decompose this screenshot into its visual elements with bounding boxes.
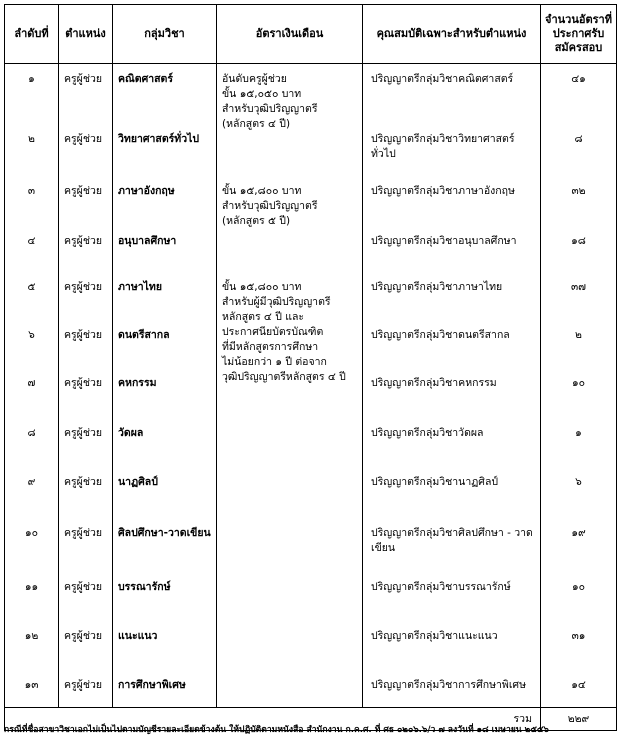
row-number: ๙	[5, 453, 59, 504]
row-qualification: ปริญญาตรีกลุ่มวิชาศิลปศึกษา - วาดเขียน	[363, 504, 541, 558]
salary-cell	[217, 404, 363, 708]
table-row	[5, 162, 617, 212]
row-position: ครูผู้ช่วย	[59, 212, 113, 258]
row-subject: แนะแนว	[113, 607, 217, 656]
table-body	[5, 64, 617, 708]
salary-text: อันดับครูผู้ช่วย ขั้น ๑๕,๐๕๐ บาท สำหรับวุฒิปริญญาตรี (หลักสูตร ๔ ปี)	[222, 73, 318, 130]
row-subject: วัดผล	[113, 404, 217, 453]
row-subject: คณิตศาสตร์	[113, 64, 217, 110]
row-position: ครูผู้ช่วย	[59, 162, 113, 212]
salary-text: ขั้น ๑๕,๘๐๐ บาท สำหรับวุฒิปริญญาตรี (หลักสูตร ๕ ปี)	[222, 184, 318, 227]
row-qualification: ปริญญาตรีกลุ่มวิชาคหกรรม	[363, 354, 541, 404]
header-no: ลำดับที่	[5, 5, 59, 64]
header-count: จำนวนอัตราที่ประกาศรับสมัครสอบ	[541, 5, 617, 64]
row-subject: ศิลปศึกษา-วาดเขียน	[113, 504, 217, 558]
row-qualification: ปริญญาตรีกลุ่มวิชาวัดผล	[363, 404, 541, 453]
row-subject: การศึกษาพิเศษ	[113, 656, 217, 708]
row-qualification: ปริญญาตรีกลุ่มวิชาวิทยาศาสตร์ทั่วไป	[363, 110, 541, 162]
row-count: ๑	[541, 404, 617, 453]
row-position: ครูผู้ช่วย	[59, 110, 113, 162]
row-number: ๑๓	[5, 656, 59, 708]
row-subject: ภาษาอังกฤษ	[113, 162, 217, 212]
row-number: ๑๑	[5, 558, 59, 607]
row-qualification: ปริญญาตรีกลุ่มวิชาภาษาไทย	[363, 258, 541, 306]
header-salary: อัตราเงินเดือน	[217, 5, 363, 64]
row-subject: ดนตรีสากล	[113, 306, 217, 354]
table-row	[5, 64, 617, 110]
row-position: ครูผู้ช่วย	[59, 306, 113, 354]
row-position: ครูผู้ช่วย	[59, 607, 113, 656]
row-position: ครูผู้ช่วย	[59, 558, 113, 607]
row-count: ๔๑	[541, 64, 617, 110]
row-subject: บรรณารักษ์	[113, 558, 217, 607]
positions-table	[4, 4, 617, 731]
row-position: ครูผู้ช่วย	[59, 404, 113, 453]
row-subject: อนุบาลศึกษา	[113, 212, 217, 258]
table-row	[5, 258, 617, 306]
row-qualification: ปริญญาตรีกลุ่มวิชาอนุบาลศึกษา	[363, 212, 541, 258]
total-value: ๒๒๙	[541, 708, 617, 731]
row-number: ๓	[5, 162, 59, 212]
row-count: ๘	[541, 110, 617, 162]
row-subject: วิทยาศาสตร์ทั่วไป	[113, 110, 217, 162]
salary-cell	[217, 258, 363, 404]
row-subject: คหกรรม	[113, 354, 217, 404]
row-position: ครูผู้ช่วย	[59, 258, 113, 306]
row-number: ๔	[5, 212, 59, 258]
row-number: ๗	[5, 354, 59, 404]
row-count: ๓๑	[541, 607, 617, 656]
salary-cell	[217, 64, 363, 162]
row-count: ๑๙	[541, 504, 617, 558]
salary-text: ขั้น ๑๕,๘๐๐ บาท สำหรับผู้มีวุฒิปริญญาตรี หลักสูตร ๔ ปี และ ประกาศนียบัตรบัณฑิต ที่มีหลักสูตรการศึกษา ไม่น้อยกว่า ๑ ปี ต่อจาก วุฒิปริญญาตรีหลักสูตร ๔ ปี	[222, 280, 346, 383]
row-number: ๕	[5, 258, 59, 306]
row-number: ๑	[5, 64, 59, 110]
row-number: ๒	[5, 110, 59, 162]
row-count: ๑๘	[541, 212, 617, 258]
row-position: ครูผู้ช่วย	[59, 504, 113, 558]
row-position: ครูผู้ช่วย	[59, 64, 113, 110]
header-subject: กลุ่มวิชา	[113, 5, 217, 64]
row-count: ๑๔	[541, 656, 617, 708]
row-number: ๑๒	[5, 607, 59, 656]
row-qualification: ปริญญาตรีกลุ่มวิชาการศึกษาพิเศษ	[363, 656, 541, 708]
row-number: ๖	[5, 306, 59, 354]
total-label: รวม	[5, 708, 541, 731]
table-row	[5, 404, 617, 453]
row-position: ครูผู้ช่วย	[59, 354, 113, 404]
header-position: ตำแหน่ง	[59, 5, 113, 64]
row-position: ครูผู้ช่วย	[59, 453, 113, 504]
row-subject: นาฏศิลป์	[113, 453, 217, 504]
row-count: ๓๗	[541, 258, 617, 306]
salary-cell	[217, 162, 363, 258]
table-header-row	[5, 5, 617, 64]
row-qualification: ปริญญาตรีกลุ่มวิชาภาษาอังกฤษ	[363, 162, 541, 212]
row-count: ๑๐	[541, 354, 617, 404]
row-position: ครูผู้ช่วย	[59, 656, 113, 708]
row-qualification: ปริญญาตรีกลุ่มวิชาดนตรีสากล	[363, 306, 541, 354]
row-count: ๒	[541, 306, 617, 354]
row-count: ๑๐	[541, 558, 617, 607]
row-qualification: ปริญญาตรีกลุ่มวิชาแนะแนว	[363, 607, 541, 656]
row-qualification: ปริญญาตรีกลุ่มวิชานาฏศิลป์	[363, 453, 541, 504]
row-count: ๖	[541, 453, 617, 504]
header-qualification: คุณสมบัติเฉพาะสำหรับตำแหน่ง	[363, 5, 541, 64]
footnote: กรณีที่ชื่อสาขาวิชาเอกไม่เป็นไปตามบัญชีรายละเอียดข้างต้น ให้ปฏิบัติตามหนังสือ สำนักงาน ก.ค.ศ. ที่ ศธ ๐๒๐๖.๖/ว ๗ ลงวันที่ ๑๘ เมษายน ๒๕๕๖	[4, 725, 549, 735]
row-number: ๘	[5, 404, 59, 453]
row-qualification: ปริญญาตรีกลุ่มวิชาบรรณารักษ์	[363, 558, 541, 607]
row-number: ๑๐	[5, 504, 59, 558]
row-qualification: ปริญญาตรีกลุ่มวิชาคณิตศาสตร์	[363, 64, 541, 110]
row-subject: ภาษาไทย	[113, 258, 217, 306]
row-count: ๓๒	[541, 162, 617, 212]
